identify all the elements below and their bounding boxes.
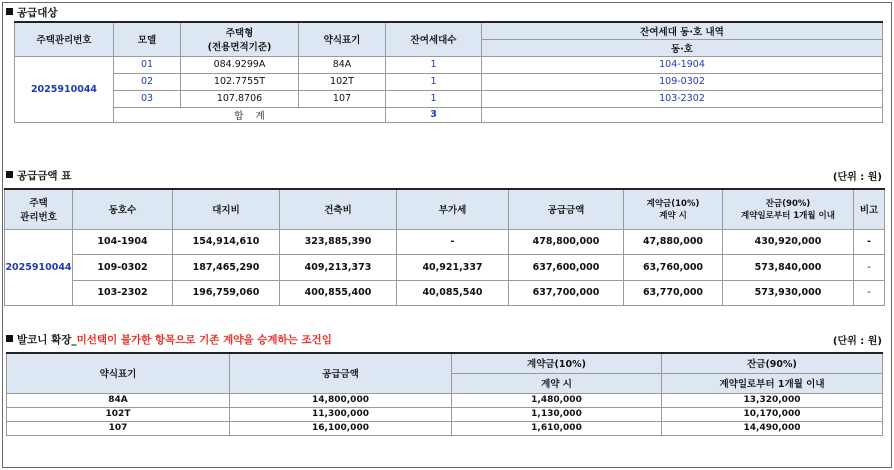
square-bullet-icon bbox=[6, 8, 13, 15]
header-balance: 잔금(90%) 계약일로부터 1개월 이내 bbox=[723, 189, 854, 229]
deposit-cell: 1,480,000 bbox=[452, 393, 662, 407]
table-row bbox=[7, 421, 883, 435]
count-cell: 1 bbox=[386, 56, 482, 73]
section-title-supply-price: 공급금액 표 bbox=[6, 168, 71, 183]
header-deposit: 계약금(10%) bbox=[452, 353, 662, 373]
header-short-name: 약식표기 bbox=[299, 22, 386, 56]
balcony-warning: 미선택이 불가한 항목으로 기존 계약을 승계하는 조건임 bbox=[76, 334, 332, 346]
unit-cell: 109-0302 bbox=[73, 254, 173, 280]
table-row bbox=[5, 280, 885, 305]
short-name-cell: 84A bbox=[7, 393, 230, 407]
count-cell: 1 bbox=[386, 73, 482, 90]
header-deposit-sub: 계약 시 bbox=[452, 373, 662, 393]
short-name-cell: 84A bbox=[299, 56, 386, 73]
header-supply: 공급금액 bbox=[230, 353, 452, 393]
table-row bbox=[15, 73, 883, 90]
land-cell: 154,914,610 bbox=[173, 229, 280, 254]
table-row bbox=[5, 254, 885, 280]
short-name-cell: 107 bbox=[7, 421, 230, 435]
unit-cell: 104-1904 bbox=[73, 229, 173, 254]
table-row bbox=[15, 56, 883, 73]
house-no-cell: 2025910044 bbox=[5, 229, 73, 305]
unit-cell: 103-2302 bbox=[73, 280, 173, 305]
building-cell: 323,885,390 bbox=[280, 229, 397, 254]
supply-cell: 14,800,000 bbox=[230, 393, 452, 407]
total-label: 합 계 bbox=[114, 107, 386, 122]
header-short-name: 약식표기 bbox=[7, 353, 230, 393]
short-name-cell: 107 bbox=[299, 90, 386, 107]
type-cell: 107.8706 bbox=[181, 90, 299, 107]
table-row bbox=[7, 393, 883, 407]
note-cell: - bbox=[854, 254, 885, 280]
supply-cell: 637,700,000 bbox=[509, 280, 624, 305]
header-vat: 부가세 bbox=[397, 189, 509, 229]
supply-target-table bbox=[14, 21, 883, 123]
supply-cell: 637,600,000 bbox=[509, 254, 624, 280]
note-cell: - bbox=[854, 229, 885, 254]
balcony-table bbox=[6, 352, 883, 436]
header-detail: 잔여세대 동·호 내역 bbox=[482, 22, 883, 39]
unit-note-balcony: (단위 : 원) bbox=[832, 336, 882, 347]
supply-price-table bbox=[4, 188, 885, 306]
header-note: 비고 bbox=[854, 189, 885, 229]
total-row bbox=[15, 107, 883, 122]
balance-cell: 10,170,000 bbox=[662, 407, 883, 421]
vat-cell: 40,921,337 bbox=[397, 254, 509, 280]
table-row bbox=[7, 407, 883, 421]
header-dong-ho: 동·호 bbox=[482, 39, 883, 56]
section-title-balcony: 발코니 확장_미선택이 불가한 항목으로 기존 계약을 승계하는 조건임 bbox=[6, 332, 332, 347]
type-cell: 102.7755T bbox=[181, 73, 299, 90]
total-count: 3 bbox=[386, 107, 482, 122]
square-bullet-icon bbox=[6, 171, 13, 178]
header-building: 건축비 bbox=[280, 189, 397, 229]
note-cell: - bbox=[854, 280, 885, 305]
deposit-cell: 1,610,000 bbox=[452, 421, 662, 435]
unit-cell: 103-2302 bbox=[482, 90, 883, 107]
short-name-cell: 102T bbox=[7, 407, 230, 421]
balance-cell: 14,490,000 bbox=[662, 421, 883, 435]
header-balance: 잔금(90%) bbox=[662, 353, 883, 373]
unit-cell: 109-0302 bbox=[482, 73, 883, 90]
unit-cell: 104-1904 bbox=[482, 56, 883, 73]
building-cell: 400,855,400 bbox=[280, 280, 397, 305]
header-land: 대지비 bbox=[173, 189, 280, 229]
balance-cell: 430,920,000 bbox=[723, 229, 854, 254]
balance-cell: 13,320,000 bbox=[662, 393, 883, 407]
supply-cell: 478,800,000 bbox=[509, 229, 624, 254]
deposit-cell: 47,880,000 bbox=[624, 229, 723, 254]
header-dong-ho: 동호수 bbox=[73, 189, 173, 229]
land-cell: 196,759,060 bbox=[173, 280, 280, 305]
table-row bbox=[5, 229, 885, 254]
land-cell: 187,465,290 bbox=[173, 254, 280, 280]
section-title-supply-target: 공급대상 bbox=[6, 5, 58, 20]
type-cell: 084.9299A bbox=[181, 56, 299, 73]
house-no-cell: 2025910044 bbox=[15, 56, 114, 122]
header-supply: 공급금액 bbox=[509, 189, 624, 229]
short-name-cell: 102T bbox=[299, 73, 386, 90]
supply-cell: 16,100,000 bbox=[230, 421, 452, 435]
balance-cell: 573,930,000 bbox=[723, 280, 854, 305]
square-bullet-icon bbox=[6, 335, 13, 342]
model-cell: 01 bbox=[114, 56, 181, 73]
header-model: 모델 bbox=[114, 22, 181, 56]
balance-cell: 573,840,000 bbox=[723, 254, 854, 280]
deposit-cell: 63,770,000 bbox=[624, 280, 723, 305]
unit-note-price: (단위 : 원) bbox=[832, 172, 882, 183]
table-row bbox=[15, 90, 883, 107]
count-cell: 1 bbox=[386, 90, 482, 107]
total-empty-cell bbox=[482, 107, 883, 122]
vat-cell: - bbox=[397, 229, 509, 254]
header-house-no: 주택 관리번호 bbox=[5, 189, 73, 229]
building-cell: 409,213,373 bbox=[280, 254, 397, 280]
model-cell: 02 bbox=[114, 73, 181, 90]
vat-cell: 40,085,540 bbox=[397, 280, 509, 305]
model-cell: 03 bbox=[114, 90, 181, 107]
deposit-cell: 63,760,000 bbox=[624, 254, 723, 280]
header-deposit: 계약금(10%) 계약 시 bbox=[624, 189, 723, 229]
header-house-no: 주택관리번호 bbox=[15, 22, 114, 56]
deposit-cell: 1,130,000 bbox=[452, 407, 662, 421]
header-balance-sub: 계약일로부터 1개월 이내 bbox=[662, 373, 883, 393]
header-remaining: 잔여세대수 bbox=[386, 22, 482, 56]
header-type: 주택형 (전용면적기준) bbox=[181, 22, 299, 56]
supply-cell: 11,300,000 bbox=[230, 407, 452, 421]
